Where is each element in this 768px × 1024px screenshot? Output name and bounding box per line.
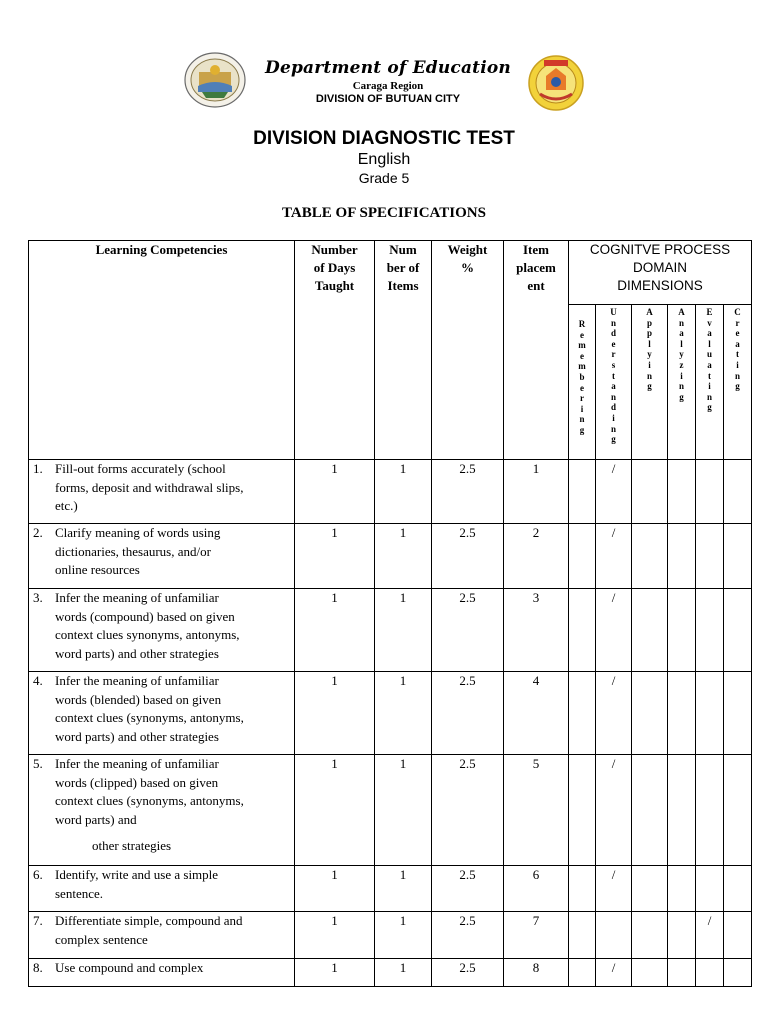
weight-cell: 2.5 — [432, 460, 504, 524]
dimension-mark-cell: / — [596, 524, 632, 589]
competency-text: Differentiate simple, compound and complex sentence — [55, 913, 243, 947]
days-cell: 1 — [295, 524, 375, 589]
dimension-mark-cell — [724, 460, 752, 524]
competency-cell — [29, 589, 295, 672]
dimension-label: U n d e r s t a n d i n g — [610, 307, 617, 445]
competency-text: Infer the meaning of unfamiliar words (blended) based on given context clues (synonyms, antonyms, word parts) and other strategies — [55, 673, 244, 744]
competency-cell — [29, 672, 295, 755]
table-row — [29, 755, 752, 866]
dimension-mark-cell — [632, 672, 668, 755]
table-row — [29, 524, 752, 589]
dimension-mark-cell: / — [596, 460, 632, 524]
dimension-label: R e m e m b e r i n g — [578, 319, 586, 435]
table-title: TABLE OF SPECIFICATIONS — [282, 205, 486, 221]
dimension-mark-cell — [696, 959, 724, 987]
dimension-mark-cell — [668, 866, 696, 912]
dimension-mark-cell — [569, 589, 596, 672]
days-cell: 1 — [295, 912, 375, 959]
table-row — [29, 912, 752, 959]
days-cell: 1 — [295, 672, 375, 755]
placement-cell: 3 — [504, 589, 569, 672]
competency-cell — [29, 959, 295, 987]
dimension-label: A p p l y i n g — [646, 307, 653, 392]
dimension-mark-cell — [569, 524, 596, 589]
dimension-mark-cell — [569, 460, 596, 524]
dimension-mark-cell — [569, 912, 596, 959]
table-row — [29, 959, 752, 987]
days-cell: 1 — [295, 589, 375, 672]
dimension-mark-cell — [724, 672, 752, 755]
dimension-mark-cell: / — [696, 912, 724, 959]
dimension-header-creating — [724, 305, 752, 460]
dimension-mark-cell — [632, 755, 668, 866]
weight-cell: 2.5 — [432, 755, 504, 866]
items-cell: 1 — [375, 589, 432, 672]
weight-cell: 2.5 — [432, 589, 504, 672]
days-cell: 1 — [295, 755, 375, 866]
competency-text: Fill-out forms accurately (school forms, deposit and withdrawal slips, etc.) — [55, 461, 244, 513]
dimension-mark-cell: / — [596, 589, 632, 672]
dimension-mark-cell — [668, 460, 696, 524]
competency-number: 5. — [33, 756, 43, 771]
dimension-mark-cell — [724, 524, 752, 589]
items-cell: 1 — [375, 959, 432, 987]
competency-cell — [29, 460, 295, 524]
header-competencies: Learning Competencies — [29, 241, 295, 460]
table-row — [29, 866, 752, 912]
dimension-mark-cell — [668, 589, 696, 672]
agency-name: Department of Education — [265, 58, 511, 78]
dimension-mark-cell — [696, 460, 724, 524]
competency-number: 3. — [33, 590, 43, 605]
table-row — [29, 672, 752, 755]
placement-cell: 6 — [504, 866, 569, 912]
dimension-mark-cell — [724, 589, 752, 672]
dimension-mark-cell — [724, 866, 752, 912]
dimension-mark-cell — [632, 589, 668, 672]
competency-text: Clarify meaning of words using dictionaries, thesaurus, and/or online resources — [55, 525, 221, 577]
weight-cell: 2.5 — [432, 912, 504, 959]
competency-number: 8. — [33, 960, 43, 975]
dimension-mark-cell — [696, 672, 724, 755]
test-subject: English — [357, 151, 411, 168]
dimension-header-remembering — [569, 305, 596, 460]
dimension-label: A n a l y z i n g — [678, 307, 685, 402]
specifications-table — [28, 240, 752, 987]
test-title: DIVISION DIAGNOSTIC TEST — [253, 128, 515, 149]
dimension-mark-cell — [569, 755, 596, 866]
document-header — [0, 0, 768, 120]
dimension-mark-cell — [668, 672, 696, 755]
dimension-mark-cell — [632, 524, 668, 589]
dimension-mark-cell — [668, 755, 696, 866]
competency-text: Identify, write and use a simple sentence. — [55, 867, 219, 901]
dimension-mark-cell — [668, 912, 696, 959]
dimension-mark-cell — [696, 524, 724, 589]
header-items: Num ber of Items — [375, 241, 432, 460]
items-cell: 1 — [375, 524, 432, 589]
dimension-mark-cell — [724, 755, 752, 866]
competency-number: 6. — [33, 867, 43, 882]
dimension-mark-cell: / — [596, 959, 632, 987]
days-cell: 1 — [295, 959, 375, 987]
dimension-label: E v a l u a t i n g — [706, 307, 713, 413]
competency-text: Infer the meaning of unfamiliar words (compound) based on given context clues synonyms, antonyms, word parts) and other strategies — [55, 590, 240, 661]
competency-number: 7. — [33, 913, 43, 928]
competency-number: 2. — [33, 525, 43, 540]
dimension-mark-cell — [569, 959, 596, 987]
items-cell: 1 — [375, 755, 432, 866]
dimension-label: C r e a t i n g — [734, 307, 741, 392]
placement-cell: 2 — [504, 524, 569, 589]
items-cell: 1 — [375, 672, 432, 755]
days-cell: 1 — [295, 866, 375, 912]
dimension-mark-cell — [569, 672, 596, 755]
dimension-mark-cell — [696, 866, 724, 912]
dimension-mark-cell — [724, 912, 752, 959]
dimension-mark-cell: / — [596, 755, 632, 866]
region-name: Caraga Region — [352, 80, 424, 92]
dimension-mark-cell: / — [596, 672, 632, 755]
competency-text: Infer the meaning of unfamiliar words (clipped) based on given context clues (synonyms, antonyms, word parts) and other strategies — [55, 756, 244, 853]
placement-cell: 5 — [504, 755, 569, 866]
dimension-mark-cell — [724, 959, 752, 987]
dimension-header-evaluating — [696, 305, 724, 460]
dimension-header-understanding — [596, 305, 632, 460]
competency-cell — [29, 524, 295, 589]
items-cell: 1 — [375, 912, 432, 959]
competency-cell — [29, 912, 295, 959]
dimension-mark-cell — [632, 866, 668, 912]
placement-cell: 1 — [504, 460, 569, 524]
competency-number: 4. — [33, 673, 43, 688]
header-days: Number of Days Taught — [295, 241, 375, 460]
dimension-mark-cell — [668, 524, 696, 589]
dimension-mark-cell — [632, 460, 668, 524]
dimension-mark-cell — [696, 589, 724, 672]
days-cell: 1 — [295, 460, 375, 524]
table-row — [29, 589, 752, 672]
header-cognitive: COGNITVE PROCESS DOMAIN DIMENSIONS — [569, 241, 752, 305]
table-row — [29, 460, 752, 524]
competency-cell — [29, 866, 295, 912]
dimension-header-applying — [632, 305, 668, 460]
items-cell: 1 — [375, 460, 432, 524]
weight-cell: 2.5 — [432, 524, 504, 589]
weight-cell: 2.5 — [432, 959, 504, 987]
placement-cell: 7 — [504, 912, 569, 959]
placement-cell: 4 — [504, 672, 569, 755]
division-name: DIVISION OF BUTUAN CITY — [315, 93, 461, 105]
test-grade: Grade 5 — [358, 170, 410, 186]
header-placement: Item placem ent — [504, 241, 569, 460]
dimension-mark-cell: / — [596, 866, 632, 912]
weight-cell: 2.5 — [432, 672, 504, 755]
weight-cell: 2.5 — [432, 866, 504, 912]
competency-cell — [29, 755, 295, 866]
dimension-mark-cell — [632, 959, 668, 987]
header-weight: Weight % — [432, 241, 504, 460]
items-cell: 1 — [375, 866, 432, 912]
dimension-mark-cell — [668, 959, 696, 987]
competency-text: Use compound and complex — [55, 960, 204, 975]
dimension-mark-cell — [696, 755, 724, 866]
dimension-mark-cell — [596, 912, 632, 959]
dimension-mark-cell — [632, 912, 668, 959]
dimension-mark-cell — [569, 866, 596, 912]
dimension-header-analyzing — [668, 305, 696, 460]
competency-number: 1. — [33, 461, 43, 476]
placement-cell: 8 — [504, 959, 569, 987]
